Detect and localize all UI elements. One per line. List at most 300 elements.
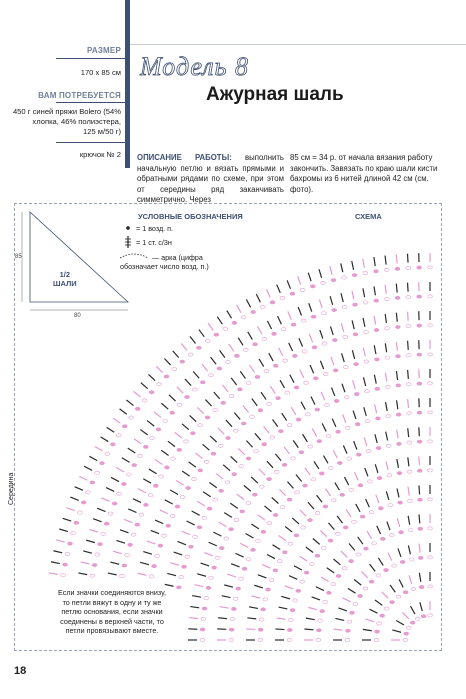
chain-stitch-icon [202,607,207,610]
chain-stitch-icon [417,382,422,385]
chain-stitch-icon [126,226,130,230]
treble-stitch-icon [275,454,281,461]
chain-stitch-icon [296,589,301,592]
treble-stitch-icon [143,479,151,483]
chain-stitch-icon [198,424,203,427]
chain-stitch-icon [239,465,244,468]
treble-stitch-icon [247,618,256,619]
chain-stitch-icon [200,628,205,631]
chain-stitch-icon [403,638,408,641]
chain-stitch-icon [428,498,433,501]
chain-stitch-icon [353,333,358,336]
treble-stitch-icon [407,254,408,263]
chain-stitch-icon [417,440,422,443]
treble-stitch-icon [330,296,333,305]
chain-stitch-icon [386,415,391,418]
chain-stitch-icon [345,638,350,641]
treble-stitch-icon [308,273,311,282]
chain-stitch-icon [344,396,349,399]
treble-stitch-icon [223,465,230,471]
treble-stitch-icon [63,518,72,521]
chain-stitch-icon [156,428,161,431]
chain-stitch-icon [251,310,256,313]
chain-stitch-icon [295,491,300,494]
treble-stitch-icon [227,574,236,577]
treble-stitch-icon [306,547,313,552]
chain-stitch-icon [280,506,285,509]
chain-stitch-icon [270,436,275,439]
chain-stitch-icon [337,461,342,464]
chain-stitch-icon [375,358,380,361]
treble-stitch-icon [177,387,183,393]
treble-stitch-icon [296,474,302,481]
treble-stitch-icon [304,629,313,630]
chain-stitch-icon [204,460,209,463]
half-shawl-label [53,270,77,288]
chain-stitch-icon [128,543,133,546]
treble-stitch-icon [147,541,155,544]
treble-stitch-icon [140,562,149,564]
chain-stitch-icon [305,413,310,416]
chain-stitch-icon [384,268,389,271]
chain-stitch-icon [374,299,379,302]
chain-stitch-icon [206,586,211,589]
treble-stitch-icon [59,529,68,532]
treble-stitch-icon [334,629,343,630]
treble-stitch-icon [51,562,60,564]
treble-stitch-icon [218,618,227,619]
treble-stitch-icon [313,538,320,544]
treble-stitch-icon [419,485,420,494]
treble-stitch-icon [420,602,422,611]
chain-stitch-icon [356,553,361,556]
chain-stitch-icon [274,470,279,473]
treble-stitch-icon [190,607,199,608]
treble-stitch-icon [289,576,297,580]
treble-stitch-icon [419,514,420,523]
treble-stitch-icon [155,460,163,465]
treble-stitch-icon [143,552,152,555]
chain-stitch-icon [352,520,357,523]
treble-stitch-icon [120,409,127,414]
treble-stitch-icon [238,448,244,454]
treble-stitch-icon [273,419,278,426]
treble-stitch-icon [238,338,243,346]
chain-stitch-icon [301,319,306,322]
chain-stitch-icon [190,432,195,435]
treble-stitch-icon [83,551,92,553]
treble-stitch-icon [385,256,386,265]
treble-stitch-icon [374,316,376,325]
chain-stitch-icon [230,618,235,621]
description-col-2: 85 см = 34 р. от начала вязания работу закончить. Завязать по краю шали кисти бахромы из 6 нитей длиной 42 см (см. фото). [290,153,438,194]
treble-stitch-icon [155,520,163,524]
chain-stitch-icon [221,401,226,404]
treble-stitch-icon [279,489,285,495]
chain-stitch-icon [233,429,238,432]
chain-stitch-icon [184,440,189,443]
treble-stitch-icon [375,464,378,473]
chain-stitch-icon [132,463,137,466]
shawl-shape-icon [30,212,128,302]
treble-stitch-icon [240,371,245,378]
treble-stitch-icon [49,573,58,575]
treble-stitch-icon [352,261,354,270]
chain-stitch-icon [363,271,368,274]
chain-stitch-icon [112,502,117,505]
chain-stitch-icon [326,435,331,438]
chain-stitch-icon [212,566,217,569]
chain-stitch-icon [343,335,348,338]
chain-stitch-icon [218,444,223,447]
chain-stitch-icon [287,628,292,631]
chain-stitch-icon [214,333,219,336]
chain-stitch-icon [428,266,433,269]
treble-stitch-icon [288,311,292,319]
treble-stitch-icon [341,323,343,332]
chain-stitch-icon [254,450,259,453]
treble-stitch-icon [251,477,258,483]
treble-stitch-icon [353,380,356,389]
chain-stitch-icon [363,301,368,304]
treble-stitch-icon [408,545,410,554]
chain-stitch-icon [418,527,423,530]
treble-stitch-icon [270,386,275,394]
chain-stitch-icon [238,388,243,391]
chain-stitch-icon [250,415,255,418]
size-value: 170 х 85 см [80,68,121,77]
treble-stitch-icon [388,553,392,561]
treble-stitch-icon [349,543,355,550]
chain-stitch-icon [125,554,130,557]
treble-stitch-icon [227,311,232,319]
chain-stitch-icon [347,457,352,460]
chain-stitch-icon [213,408,218,411]
chain-stitch-icon [164,375,169,378]
legend-treble: = 1 ст. с/3н [136,238,172,247]
treble-stitch-icon [354,580,361,586]
chain-stitch-icon [369,511,374,514]
treble-stitch-icon [170,563,179,566]
treble-stitch-icon [305,468,310,475]
chain-stitch-icon [192,388,197,391]
treble-stitch-icon [126,400,133,406]
chain-stitch-icon [326,591,331,594]
chain-stitch-icon [404,632,409,635]
treble-stitch-icon [343,414,346,422]
treble-stitch-icon [106,488,114,492]
chain-stitch-icon [258,409,263,412]
chain-stitch-icon [217,367,222,370]
chain-stitch-icon [219,546,224,549]
chain-stitch-icon [315,511,320,514]
treble-stitch-icon [279,348,283,356]
chain-stitch-icon [290,609,295,612]
chain-stitch-icon [313,377,318,380]
chain-stitch-icon [258,628,263,631]
treble-stitch-icon [330,266,332,275]
treble-stitch-icon [352,320,354,329]
treble-stitch-icon [301,402,305,410]
treble-stitch-icon [216,474,223,480]
chain-stitch-icon [354,363,359,366]
chain-stitch-icon [139,513,144,516]
chain-stitch-icon [290,457,295,460]
chain-stitch-icon [389,534,394,537]
treble-stitch-icon [217,317,222,325]
chain-stitch-icon [316,638,321,641]
chain-stitch-icon [131,533,136,536]
treble-stitch-icon [210,436,217,442]
chain-stitch-icon [302,350,307,353]
chain-stitch-icon [428,440,433,443]
chain-stitch-icon [158,544,163,547]
chain-stitch-icon [377,622,382,625]
treble-stitch-icon [285,527,292,533]
chain-stitch-icon [428,411,433,414]
chain-stitch-icon [367,480,372,483]
treble-stitch-icon [402,612,408,618]
chain-stitch-icon [299,451,304,454]
chain-stitch-icon [180,360,185,363]
treble-stitch-icon [314,461,319,469]
chain-stitch-icon [308,445,313,448]
treble-stitch-icon [284,447,289,454]
treble-stitch-icon [254,585,263,588]
treble-stitch-icon [419,544,420,553]
chain-stitch-icon [90,574,95,577]
treble-stitch-icon [234,413,240,420]
chain-stitch-icon [386,444,391,447]
treble-stitch-icon [214,392,220,399]
treble-stitch-icon [374,375,376,384]
treble-stitch-icon [374,345,376,354]
chain-stitch-icon [171,457,176,460]
chain-stitch-icon [403,591,408,594]
chain-stitch-icon [150,436,155,439]
chain-stitch-icon [277,560,282,563]
chain-stitch-icon [175,505,180,508]
chain-stitch-icon [380,537,385,540]
chain-stitch-icon [278,430,283,433]
chain-stitch-icon [320,610,325,613]
chain-stitch-icon [385,385,390,388]
treble-stitch-icon [277,285,281,293]
chain-stitch-icon [407,470,412,473]
chain-stitch-icon [92,563,97,566]
chain-stitch-icon [336,532,341,535]
chain-stitch-icon [267,522,272,525]
chain-stitch-icon [267,402,272,405]
treble-stitch-icon [397,518,399,527]
chain-stitch-icon [232,321,237,324]
treble-stitch-icon [312,429,316,437]
treble-stitch-icon [356,504,360,512]
treble-stitch-icon [376,495,379,503]
treble-stitch-icon [308,502,314,509]
chain-stitch-icon [176,586,181,589]
treble-stitch-icon [320,361,323,369]
treble-stitch-icon [358,537,363,544]
chain-stitch-icon [240,510,245,513]
chain-stitch-icon [374,638,379,641]
chain-stitch-icon [385,327,390,330]
chain-stitch-icon [95,553,100,556]
treble-stitch-icon [161,450,168,455]
treble-stitch-icon [86,540,95,543]
treble-stitch-icon [237,494,244,499]
half-label-fraction: 1/2 [59,270,71,279]
chain-stitch-icon [135,407,140,410]
chain-stitch-icon [407,412,412,415]
chain-stitch-icon [205,340,210,343]
chain-stitch-icon [229,628,234,631]
treble-stitch-icon [235,553,243,557]
treble-stitch-icon [84,466,92,470]
chain-stitch-icon [310,285,315,288]
treble-stitch-icon [231,378,236,385]
chain-stitch-icon [322,342,327,345]
treble-stitch-icon [164,359,170,366]
chain-stitch-icon [304,381,309,384]
chain-stitch-icon [398,501,403,504]
chain-stitch-icon [122,425,127,428]
chain-stitch-icon [253,343,258,346]
chain-stitch-icon [315,554,320,557]
chain-stitch-icon [137,454,142,457]
chain-stitch-icon [236,587,241,590]
treble-stitch-icon [182,531,190,535]
chain-stitch-icon [283,359,288,362]
treble-stitch-icon [290,375,294,383]
chain-stitch-icon [388,503,393,506]
treble-stitch-icon [213,532,221,536]
treble-stitch-icon [396,621,404,626]
chain-stitch-icon [242,567,247,570]
treble-stitch-icon [408,487,409,496]
chain-stitch-icon [219,489,224,492]
chain-stitch-icon [358,484,363,487]
chain-stitch-icon [387,474,392,477]
chain-stitch-icon [406,266,411,269]
treble-stitch-icon [211,357,217,364]
chain-stitch-icon [428,382,433,385]
treble-stitch-icon [366,499,370,507]
treble-stitch-icon [197,501,205,506]
chain-stitch-icon [117,492,122,495]
treble-stitch-icon [220,350,225,357]
chain-stitch-icon [384,607,389,610]
treble-stitch-icon [178,541,186,544]
treble-stitch-icon [222,385,228,392]
chain-stitch-icon [204,597,209,600]
chain-stitch-icon [408,528,413,531]
treble-stitch-icon [138,489,146,493]
page-number: 18 [14,665,27,677]
chain-stitch-icon [246,457,251,460]
treble-stitch-icon [264,506,271,512]
chain-stitch-icon [251,548,256,551]
materials-label: ВАМ ПОТРЕБУЕТСЯ [38,91,121,100]
treble-stitch-icon [128,448,136,453]
chain-stitch-icon [180,496,185,499]
chain-stitch-icon [354,392,359,395]
legend-arch: — арка (цифра [152,253,203,262]
chain-stitch-icon [226,436,231,439]
page-title: Ажурная шаль [206,84,344,105]
treble-stitch-icon [128,509,136,513]
chain-stitch-icon [200,381,205,384]
chain-stitch-icon [352,273,357,276]
treble-stitch-icon [174,552,183,555]
treble-stitch-icon [229,344,234,351]
treble-stitch-icon [182,424,189,430]
treble-stitch-icon [251,596,260,598]
chain-stitch-icon [336,574,341,577]
chain-stitch-icon [319,472,324,475]
chain-stitch-icon [334,399,339,402]
treble-stitch-icon [134,391,141,397]
treble-stitch-icon [321,392,325,400]
chain-stitch-icon [374,328,379,331]
treble-stitch-icon [208,323,213,330]
chain-stitch-icon [360,515,365,518]
chain-stitch-icon [215,556,220,559]
chain-stitch-icon [188,353,193,356]
chain-stitch-icon [266,588,271,591]
chain-stitch-icon [342,567,347,570]
treble-stitch-icon [272,497,279,503]
chain-stitch-icon [256,539,261,542]
treble-stitch-icon [168,441,175,446]
chain-stitch-icon [328,466,333,469]
treble-stitch-icon [361,571,367,577]
treble-stitch-icon [267,554,275,558]
chain-stitch-icon [260,305,265,308]
chain-stitch-icon [100,462,105,465]
chain-stitch-icon [209,576,214,579]
treble-stitch-icon [147,421,154,427]
chain-stitch-icon [396,384,401,387]
chain-stitch-icon [300,580,305,583]
treble-stitch-icon [149,374,156,380]
dimension-80: 80 [74,313,81,319]
chain-stitch-icon [177,403,182,406]
treble-stitch-icon [409,575,412,584]
treble-stitch-icon [141,383,148,389]
treble-stitch-icon [386,461,388,470]
chain-stitch-icon [225,481,230,484]
treble-stitch-icon [197,407,203,413]
treble-stitch-icon [386,491,389,500]
treble-stitch-icon [124,519,132,522]
chain-stitch-icon [233,597,238,600]
chain-stitch-icon [390,600,395,603]
treble-stitch-icon [363,348,365,357]
treble-stitch-icon [262,564,270,568]
treble-stitch-icon [101,498,109,502]
chain-stitch-icon [346,629,351,632]
treble-stitch-icon [352,350,354,359]
treble-stitch-icon [408,341,409,350]
treble-stitch-icon [331,388,334,396]
chain-stitch-icon [321,546,326,549]
chain-stitch-icon [417,411,422,414]
chain-stitch-icon [409,558,414,561]
treble-stitch-icon [101,437,109,442]
description-text-1: выполнить начальную петлю и вязать прямыми и обратными рядами по схеме, при этом от середины ряд заканчивать симметрично. Через [137,153,284,205]
chain-stitch-icon [77,511,82,514]
